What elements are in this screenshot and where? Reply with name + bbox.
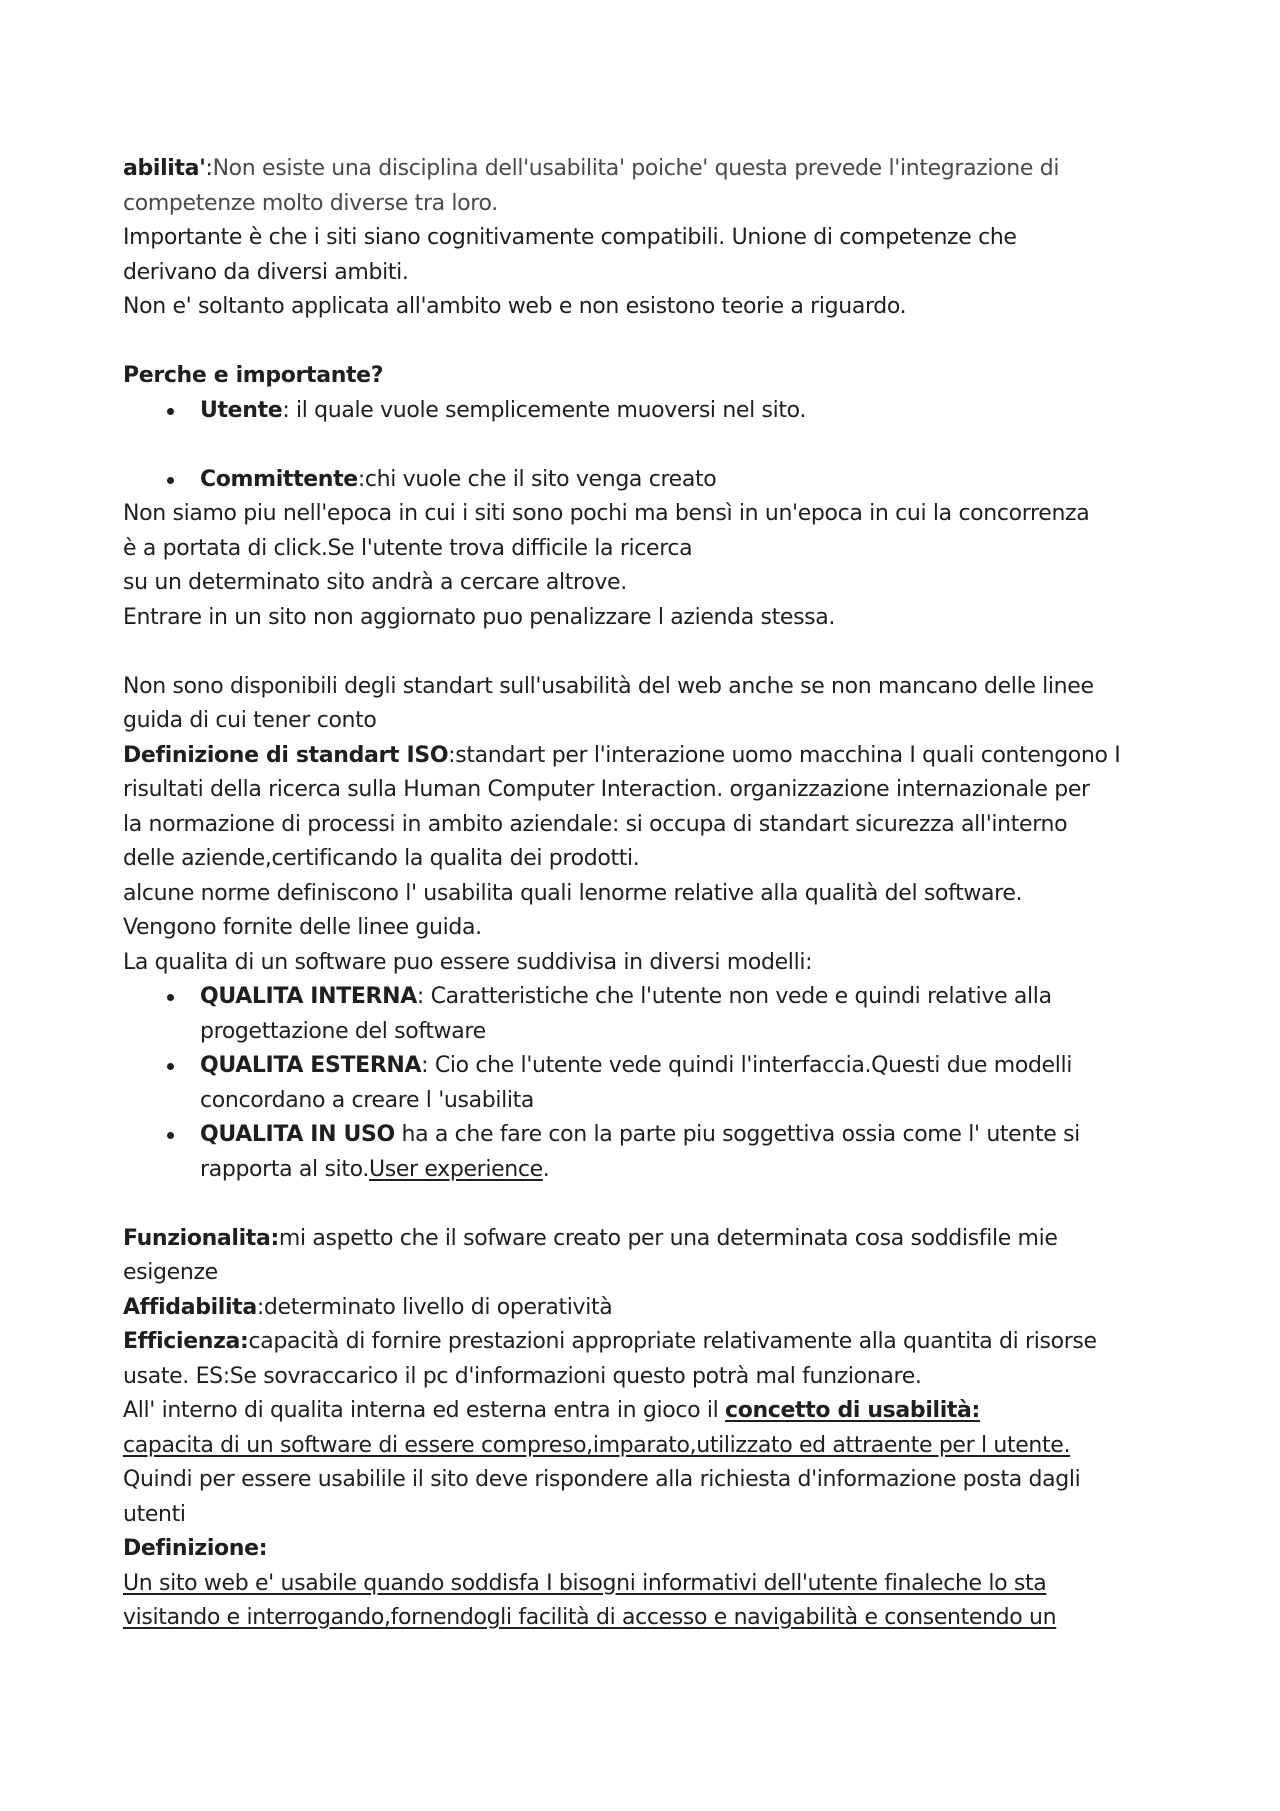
why-line-2: è a portata di click.Se l'utente trova difficile la ricerca bbox=[123, 535, 693, 561]
why-heading: Perche e importante? bbox=[123, 363, 384, 388]
why-line-4: Entrare in un sito non aggiornato puo penalizzare l azienda stessa. bbox=[123, 604, 836, 630]
standards-line-1: Non sono disponibili degli standart sull'usabilità del web anche se non mancano delle linee bbox=[123, 673, 1094, 699]
why-line-1: Non siamo piu nell'epoca in cui i siti sono pochi ma bensì in un'epoca in cui la concorrenza bbox=[123, 501, 1090, 526]
quindi-line-2: utenti bbox=[123, 1501, 186, 1527]
intro-line-3: Importante è che i siti siano cognitivamente compatibili. Unione di competenze che bbox=[123, 225, 1017, 250]
standards-line-8: La qualita di un software puo essere suddivisa in diversi modelli: bbox=[123, 949, 813, 975]
bullet-qualita-in-uso: QUALITA IN USO ha a che fare con la parte piu soggettiva ossia come l' utente si bbox=[123, 1118, 1173, 1153]
definizione-heading: Definizione: bbox=[123, 1536, 268, 1561]
intro-text-1: Non esiste una disciplina dell'usabilita' poiche' questa prevede l'integrazione di bbox=[212, 156, 1060, 181]
bullet-committente: Committente:chi vuole che il sito venga creato bbox=[123, 463, 1173, 498]
standards-line-2: guida di cui tener conto bbox=[123, 708, 377, 733]
intro-line-1: abilita':Non esiste una disciplina dell'usabilita' poiche' questa prevede l'integrazione di bbox=[123, 156, 1060, 181]
user-experience-link[interactable]: User experience bbox=[368, 1156, 543, 1182]
bullet-qualita-in-uso-cont: rapporta al sito.User experience. bbox=[200, 1156, 550, 1182]
intro-line-2: competenze molto diverse tra loro. bbox=[123, 190, 498, 216]
standards-line-4: la normazione di processi in ambito aziendale: si occupa di standart sicurezza all'interno bbox=[123, 811, 1068, 837]
intro-line-5: Non e' soltanto applicata all'ambito web e non esistono teorie a riguardo. bbox=[123, 294, 907, 319]
usabilita-concept-term: concetto di usabilità: bbox=[725, 1398, 980, 1423]
efficienza-line: Efficienza:capacità di fornire prestazioni appropriate relativamente alla quantita di risorse bbox=[123, 1329, 1097, 1354]
intro-term: abilita' bbox=[123, 156, 206, 181]
standards-line-3: risultati della ricerca sulla Human Computer Interaction. organizzazione internazionale per bbox=[123, 777, 1090, 802]
bullet-qualita-interna: QUALITA INTERNA: Caratteristiche che l'utente non vede e quindi relative alla bbox=[123, 980, 1173, 1015]
definizione-line-1: Un sito web e' usabile quando soddisfa I bisogni informativi dell'utente finaleche lo sta bbox=[123, 1570, 1047, 1596]
bullet-qualita-esterna-cont: concordano a creare l 'usabilita bbox=[200, 1087, 535, 1113]
iso-definition: Definizione di standart ISO:standart per l'interazione uomo macchina I quali contengono I bbox=[123, 742, 1121, 768]
definizione-line-2: visitando e interrogando,fornendogli facilità di accesso e navigabilità e consentendo un bbox=[123, 1605, 1057, 1630]
funzionalita-line: Funzionalita:mi aspetto che il sofware creato per una determinata cosa soddisfile mie bbox=[123, 1225, 1058, 1251]
quindi-line-1: Quindi per essere usabilile il sito deve rispondere alla richiesta d'informazione posta dagli bbox=[123, 1467, 1081, 1492]
standards-line-6: alcune norme definiscono l' usabilita quali lenorme relative alla qualità del software. bbox=[123, 880, 1023, 906]
intro-line-4: derivano da diversi ambiti. bbox=[123, 259, 409, 285]
standards-line-5: delle aziende,certificando la qualita dei prodotti. bbox=[123, 846, 640, 871]
why-line-3: su un determinato sito andrà a cercare altrove. bbox=[123, 570, 627, 595]
usabilita-concept-line: All' interno di qualita interna ed esterna entra in gioco il concetto di usabilità: bbox=[123, 1398, 980, 1423]
usabilita-definition: capacita di un software di essere compreso,imparato,utilizzato ed attraente per l utente. bbox=[123, 1432, 1071, 1458]
document-page bbox=[123, 152, 1173, 1636]
efficienza-cont: usate. ES:Se sovraccarico il pc d'informazioni questo potrà mal funzionare. bbox=[123, 1363, 922, 1389]
standards-line-7: Vengono fornite delle linee guida. bbox=[123, 915, 482, 940]
bullet-qualita-esterna: QUALITA ESTERNA: Cio che l'utente vede quindi l'interfaccia.Questi due modelli bbox=[123, 1049, 1173, 1084]
funzionalita-cont: esigenze bbox=[123, 1260, 218, 1285]
bullet-utente: Utente: il quale vuole semplicemente muoversi nel sito. bbox=[123, 394, 1173, 429]
bullet-qualita-interna-cont: progettazione del software bbox=[200, 1018, 486, 1044]
affidabilita-line: Affidabilita:determinato livello di operatività bbox=[123, 1294, 613, 1320]
